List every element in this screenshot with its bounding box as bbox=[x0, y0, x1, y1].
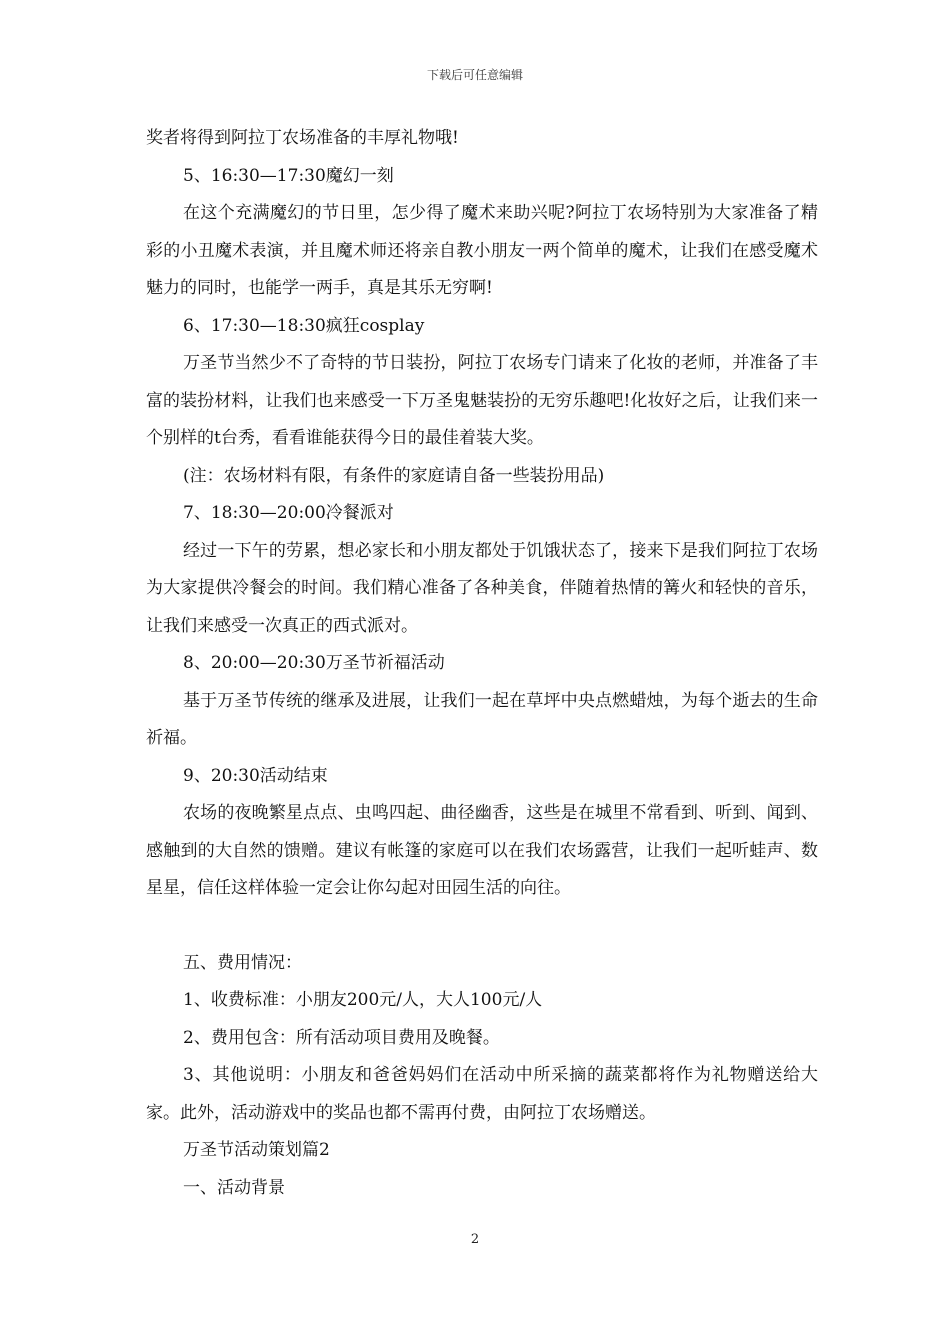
blank-line bbox=[146, 908, 818, 945]
section-6-body: 万圣节当然少不了奇特的节日装扮，阿拉丁农场专门请来了化妆的老师，并准备了丰富的装扮材料，让我们也来感受一下万圣鬼魅装扮的无穷乐趣吧!化妆好之后，让我们来一个别样的t台秀，看看谁能获得今日的最佳着装大奖。 bbox=[146, 353, 818, 448]
section-5-body: 在这个充满魔幻的节日里，怎少得了魔术来助兴呢?阿拉丁农场特别为大家准备了精彩的小丑魔术表演，并且魔术师还将亲自教小朋友一两个简单的魔术，让我们在感受魔术魅力的同时，也能学一两手，真是其乐无穷啊! bbox=[146, 203, 818, 298]
section-6-note: (注：农场材料有限，有条件的家庭请自备一些装扮用品) bbox=[183, 465, 605, 486]
fee-section-title: 五、费用情况： bbox=[183, 952, 302, 973]
section-7-title: 7、18:30—20:00冷餐派对 bbox=[183, 503, 394, 523]
section-8-body: 基于万圣节传统的继承及进展，让我们一起在草坪中央点燃蜡烛，为每个逝去的生命祈福。 bbox=[146, 690, 818, 748]
fee-item-2: 2、费用包含：所有活动项目费用及晚餐。 bbox=[183, 1027, 500, 1048]
page-number: 2 bbox=[470, 1232, 480, 1247]
section-8-title: 8、20:00—20:30万圣节祈福活动 bbox=[183, 653, 445, 673]
fee-item-3: 3、其他说明：小朋友和爸爸妈妈们在活动中所采摘的蔬菜都将作为礼物赠送给大家。此外，活动游戏中的奖品也都不需再付费，由阿拉丁农场赠送。 bbox=[146, 1065, 818, 1123]
section-6-title: 6、17:30—18:30疯狂cosplay bbox=[183, 315, 425, 336]
fee-item-1: 1、收费标准：小朋友200元/人，大人100元/人 bbox=[183, 990, 543, 1010]
paragraph-continuation: 奖者将得到阿拉丁农场准备的丰厚礼物哦! bbox=[146, 128, 459, 148]
part-2-title: 万圣节活动策划篇2 bbox=[183, 1140, 330, 1160]
background-section-title: 一、活动背景 bbox=[183, 1177, 285, 1198]
section-9-body: 农场的夜晚繁星点点、虫鸣四起、曲径幽香，这些是在城里不常看到、听到、闻到、感触到的大自然的馈赠。建议有帐篷的家庭可以在我们农场露营，让我们一起听蛙声、数星星，信任这样体验一定会让你勾起对田园生活的向往。 bbox=[146, 803, 818, 898]
section-5-title: 5、16:30—17:30魔幻一刻 bbox=[183, 165, 394, 186]
page-header: 下载后可任意编辑 bbox=[426, 68, 523, 82]
section-7-body: 经过一下午的劳累，想必家长和小朋友都处于饥饿状态了，接来下是我们阿拉丁农场为大家提供冷餐会的时间。我们精心准备了各种美食，伴随着热情的篝火和轻快的音乐，让我们来感受一次真正的西式派对。 bbox=[146, 540, 818, 636]
document-body bbox=[146, 120, 818, 1207]
section-9-title: 9、20:30活动结束 bbox=[183, 765, 328, 786]
